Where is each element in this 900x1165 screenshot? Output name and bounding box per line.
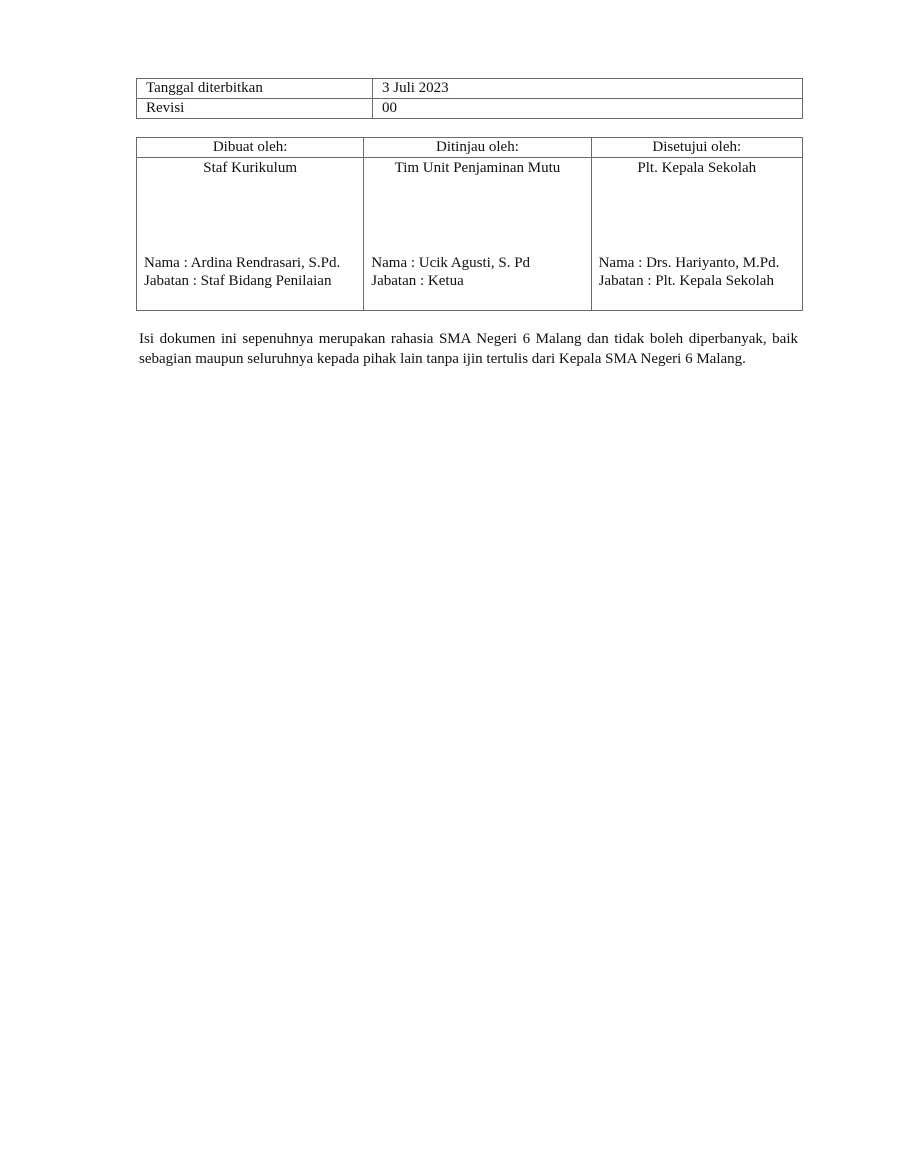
created-by-name: Nama : Ardina Rendrasari, S.Pd.: [144, 255, 341, 271]
approved-by-header: Disetujui oleh:: [591, 138, 802, 158]
created-by-header: Dibuat oleh:: [137, 138, 364, 158]
document-info-table: [136, 78, 803, 119]
created-by-position: Jabatan : Staf Bidang Penilaian: [144, 273, 332, 289]
reviewed-by-header: Ditinjau oleh:: [364, 138, 591, 158]
revision-label: Revisi: [137, 99, 373, 119]
reviewed-by-cell: [364, 158, 591, 311]
issued-date-value: 3 Juli 2023: [373, 79, 803, 99]
reviewed-by-position: Jabatan : Ketua: [371, 273, 464, 289]
issued-date-row: [137, 79, 803, 99]
approved-by-position: Jabatan : Plt. Kepala Sekolah: [598, 273, 774, 289]
approval-table: [136, 137, 803, 311]
confidentiality-notice: Isi dokumen ini sepenuhnya merupakan rahasia SMA Negeri 6 Malang dan tidak boleh diperbanyak, baik sebagian maupun seluruhnya kepada pihak lain tanpa ijin tertulis dari Kepala SMA Negeri 6 Malang.: [139, 331, 798, 367]
revision-row: [137, 99, 803, 119]
approval-header-row: [137, 138, 803, 158]
reviewed-by-signatory: [371, 254, 588, 290]
issued-date-label: Tanggal diterbitkan: [137, 79, 373, 99]
approved-by-name: Nama : Drs. Hariyanto, M.Pd.: [598, 255, 780, 271]
approved-by-unit: Plt. Kepala Sekolah: [637, 160, 757, 176]
approval-signature-row: [137, 158, 803, 311]
reviewed-by-unit: Tim Unit Penjaminan Mutu: [394, 160, 561, 176]
created-by-cell: [137, 158, 364, 311]
created-by-signatory: [144, 254, 361, 290]
approved-by-signatory: [599, 254, 800, 290]
created-by-unit: Staf Kurikulum: [203, 160, 298, 176]
approved-by-cell: [591, 158, 802, 311]
reviewed-by-name: Nama : Ucik Agusti, S. Pd: [371, 255, 531, 271]
revision-value: 00: [373, 99, 803, 119]
